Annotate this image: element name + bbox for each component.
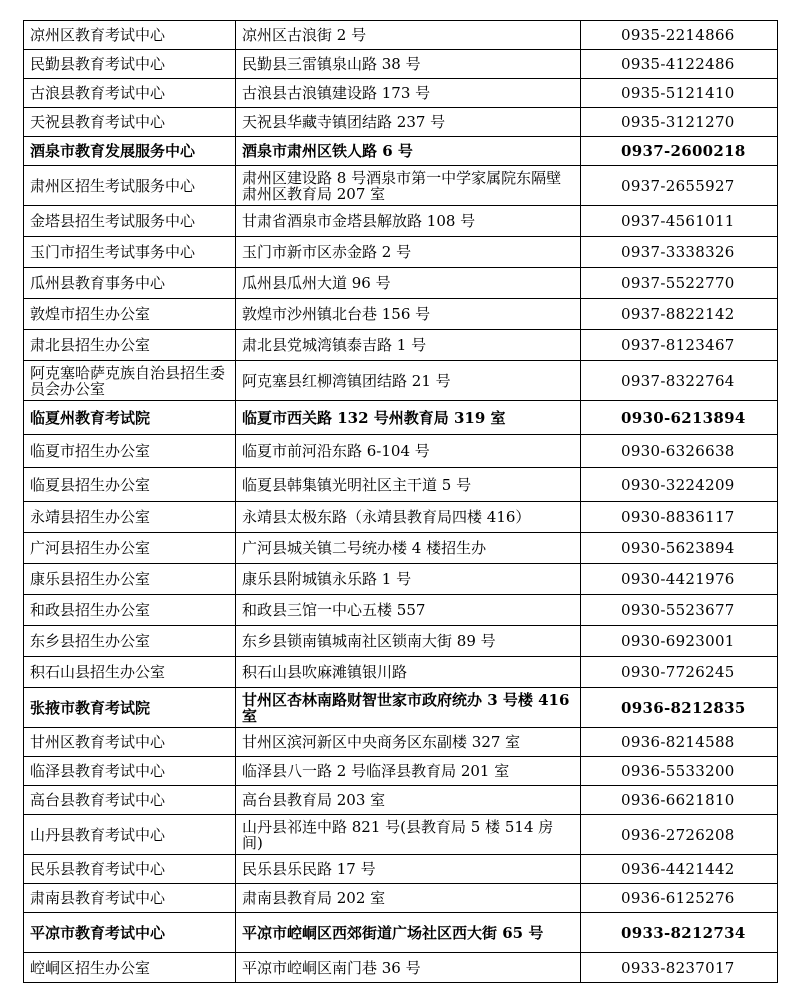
- address-cell: 康乐县附城镇永乐路 1 号: [236, 564, 581, 595]
- phone-cell: 0936-6621810: [581, 786, 778, 815]
- address-cell: 临夏市西关路 132 号州教育局 319 室: [236, 401, 581, 435]
- table-row: [24, 50, 778, 79]
- table-row: [24, 268, 778, 299]
- phone-cell: 0937-2600218: [581, 137, 778, 166]
- office-name-cell: 广河县招生办公室: [24, 533, 236, 564]
- phone-cell: 0930-7726245: [581, 657, 778, 688]
- phone-cell: 0930-5523677: [581, 595, 778, 626]
- address-cell: 肃南县教育局 202 室: [236, 884, 581, 913]
- phone-cell: 0936-4421442: [581, 855, 778, 884]
- table-row: [24, 884, 778, 913]
- address-cell: 古浪县古浪镇建设路 173 号: [236, 79, 581, 108]
- office-name-cell: 酒泉市教育发展服务中心: [24, 137, 236, 166]
- phone-cell: 0937-3338326: [581, 237, 778, 268]
- address-cell: 肃北县党城湾镇泰吉路 1 号: [236, 330, 581, 361]
- office-name-cell: 古浪县教育考试中心: [24, 79, 236, 108]
- address-cell: 甘肃省酒泉市金塔县解放路 108 号: [236, 206, 581, 237]
- phone-cell: 0936-8214588: [581, 728, 778, 757]
- table-row: [24, 913, 778, 953]
- address-cell: 凉州区古浪街 2 号: [236, 21, 581, 50]
- table-row: [24, 626, 778, 657]
- office-name-cell: 永靖县招生办公室: [24, 502, 236, 533]
- table-row: [24, 953, 778, 983]
- table-row: [24, 595, 778, 626]
- phone-cell: 0930-8836117: [581, 502, 778, 533]
- office-name-cell: 康乐县招生办公室: [24, 564, 236, 595]
- phone-cell: 0937-8123467: [581, 330, 778, 361]
- office-name-cell: 临夏县招生办公室: [24, 468, 236, 502]
- table-row: [24, 401, 778, 435]
- table-row: [24, 108, 778, 137]
- phone-cell: 0936-5533200: [581, 757, 778, 786]
- table-row: [24, 166, 778, 206]
- office-name-cell: 临夏市招生办公室: [24, 435, 236, 468]
- address-cell: 酒泉市肃州区铁人路 6 号: [236, 137, 581, 166]
- table-row: [24, 533, 778, 564]
- table-row: [24, 657, 778, 688]
- phone-cell: 0935-3121270: [581, 108, 778, 137]
- address-cell: 东乡县锁南镇城南社区锁南大街 89 号: [236, 626, 581, 657]
- office-name-cell: 张掖市教育考试院: [24, 688, 236, 728]
- address-cell: 永靖县太极东路（永靖县教育局四楼 416）: [236, 502, 581, 533]
- phone-cell: 0937-8322764: [581, 361, 778, 401]
- address-cell: 平凉市崆峒区西郊街道广场社区西大街 65 号: [236, 913, 581, 953]
- address-cell: 民勤县三雷镇泉山路 38 号: [236, 50, 581, 79]
- phone-cell: 0930-6923001: [581, 626, 778, 657]
- office-name-cell: 东乡县招生办公室: [24, 626, 236, 657]
- table-row: [24, 137, 778, 166]
- phone-cell: 0937-8822142: [581, 299, 778, 330]
- office-name-cell: 临夏州教育考试院: [24, 401, 236, 435]
- address-cell: 临夏市前河沿东路 6-104 号: [236, 435, 581, 468]
- office-name-cell: 玉门市招生考试事务中心: [24, 237, 236, 268]
- table-row: [24, 79, 778, 108]
- office-name-cell: 积石山县招生办公室: [24, 657, 236, 688]
- table-row: [24, 728, 778, 757]
- phone-cell: 0930-4421976: [581, 564, 778, 595]
- phone-cell: 0937-5522770: [581, 268, 778, 299]
- office-name-cell: 平凉市教育考试中心: [24, 913, 236, 953]
- address-cell: 高台县教育局 203 室: [236, 786, 581, 815]
- office-name-cell: 民乐县教育考试中心: [24, 855, 236, 884]
- table-row: [24, 468, 778, 502]
- address-cell: 积石山县吹麻滩镇银川路: [236, 657, 581, 688]
- phone-cell: 0935-2214866: [581, 21, 778, 50]
- table-row: [24, 855, 778, 884]
- office-name-cell: 肃南县教育考试中心: [24, 884, 236, 913]
- address-cell: 瓜州县瓜州大道 96 号: [236, 268, 581, 299]
- phone-cell: 0930-6213894: [581, 401, 778, 435]
- phone-cell: 0930-5623894: [581, 533, 778, 564]
- office-name-cell: 临泽县教育考试中心: [24, 757, 236, 786]
- address-cell: 甘州区杏林南路财智世家市政府统办 3 号楼 416 室: [236, 688, 581, 728]
- phone-cell: 0936-8212835: [581, 688, 778, 728]
- office-name-cell: 民勤县教育考试中心: [24, 50, 236, 79]
- phone-cell: 0933-8212734: [581, 913, 778, 953]
- table-row: [24, 435, 778, 468]
- phone-cell: 0933-8237017: [581, 953, 778, 983]
- address-cell: 山丹县祁连中路 821 号(县教育局 5 楼 514 房间): [236, 815, 581, 855]
- office-name-cell: 肃州区招生考试服务中心: [24, 166, 236, 206]
- office-name-cell: 甘州区教育考试中心: [24, 728, 236, 757]
- table-row: [24, 361, 778, 401]
- address-cell: 玉门市新市区赤金路 2 号: [236, 237, 581, 268]
- table-row: [24, 564, 778, 595]
- office-name-cell: 山丹县教育考试中心: [24, 815, 236, 855]
- phone-cell: 0930-3224209: [581, 468, 778, 502]
- contact-table: [23, 20, 778, 983]
- table-row: [24, 299, 778, 330]
- table-row: [24, 757, 778, 786]
- address-cell: 临夏县韩集镇光明社区主干道 5 号: [236, 468, 581, 502]
- office-name-cell: 瓜州县教育事务中心: [24, 268, 236, 299]
- address-cell: 临泽县八一路 2 号临泽县教育局 201 室: [236, 757, 581, 786]
- phone-cell: 0936-6125276: [581, 884, 778, 913]
- table-row: [24, 330, 778, 361]
- office-name-cell: 敦煌市招生办公室: [24, 299, 236, 330]
- address-cell: 广河县城关镇二号统办楼 4 楼招生办: [236, 533, 581, 564]
- table-row: [24, 786, 778, 815]
- address-cell: 民乐县乐民路 17 号: [236, 855, 581, 884]
- office-name-cell: 金塔县招生考试服务中心: [24, 206, 236, 237]
- office-name-cell: 肃北县招生办公室: [24, 330, 236, 361]
- office-name-cell: 崆峒区招生办公室: [24, 953, 236, 983]
- phone-cell: 0936-2726208: [581, 815, 778, 855]
- address-cell: 甘州区滨河新区中央商务区东副楼 327 室: [236, 728, 581, 757]
- table-row: [24, 21, 778, 50]
- address-cell: 天祝县华藏寺镇团结路 237 号: [236, 108, 581, 137]
- address-cell: 平凉市崆峒区南门巷 36 号: [236, 953, 581, 983]
- contact-table-body: [24, 21, 778, 983]
- office-name-cell: 凉州区教育考试中心: [24, 21, 236, 50]
- table-row: [24, 815, 778, 855]
- phone-cell: 0937-4561011: [581, 206, 778, 237]
- address-cell: 阿克塞县红柳湾镇团结路 21 号: [236, 361, 581, 401]
- table-row: [24, 206, 778, 237]
- phone-cell: 0935-5121410: [581, 79, 778, 108]
- office-name-cell: 高台县教育考试中心: [24, 786, 236, 815]
- phone-cell: 0935-4122486: [581, 50, 778, 79]
- address-cell: 和政县三馆一中心五楼 557: [236, 595, 581, 626]
- table-row: [24, 237, 778, 268]
- table-row: [24, 688, 778, 728]
- office-name-cell: 天祝县教育考试中心: [24, 108, 236, 137]
- table-row: [24, 502, 778, 533]
- office-name-cell: 阿克塞哈萨克族自治县招生委员会办公室: [24, 361, 236, 401]
- address-cell: 肃州区建设路 8 号酒泉市第一中学家属院东隔壁肃州区教育局 207 室: [236, 166, 581, 206]
- phone-cell: 0930-6326638: [581, 435, 778, 468]
- phone-cell: 0937-2655927: [581, 166, 778, 206]
- address-cell: 敦煌市沙州镇北台巷 156 号: [236, 299, 581, 330]
- office-name-cell: 和政县招生办公室: [24, 595, 236, 626]
